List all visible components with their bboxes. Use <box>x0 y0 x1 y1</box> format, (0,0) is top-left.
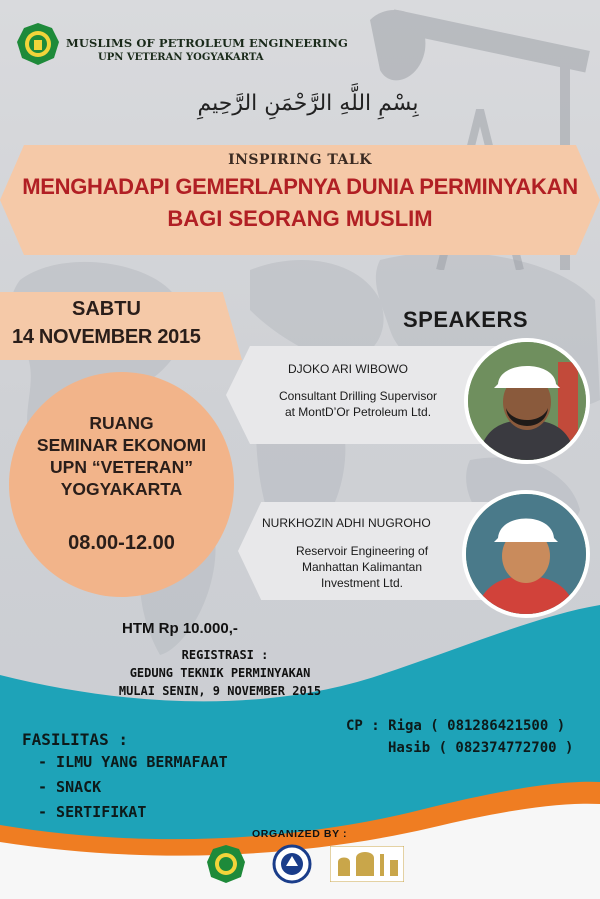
speaker-1-name: DJOKO ARI WIBOWO <box>288 362 409 376</box>
svg-text:بِسْمِ اللَّهِ الرَّحْمَنِ الر: بِسْمِ اللَّهِ الرَّحْمَنِ الرَّحِيمِ <box>197 91 419 116</box>
organizer-logo-petroleum-association <box>272 844 312 884</box>
event-kicker: INSPIRING TALK <box>228 152 372 168</box>
organizer-logo-mosque-family <box>330 846 404 882</box>
speaker-2-role <box>262 543 462 591</box>
speaker-2-role-line: Investment Ltd. <box>320 576 404 590</box>
registration-label: REGISTRASI : <box>181 648 269 662</box>
event-time: 08.00-12.00 <box>68 532 175 554</box>
organized-by-label: ORGANIZED BY : <box>252 828 348 840</box>
event-title-line1: MENGHADAPI GEMERLAPNYA DUNIA PERMINYAKAN <box>22 174 578 199</box>
speaker-2-role-line: Reservoir Engineering of <box>295 544 429 558</box>
facility-item: - SERTIFIKAT <box>38 803 147 821</box>
organizer-logo-muslims-petroleum <box>206 844 246 884</box>
speaker-1-role <box>248 388 468 420</box>
facility-item: - ILMU YANG BERMAFAAT <box>38 753 228 771</box>
ticket-price: HTM Rp 10.000,- <box>122 620 238 637</box>
speaker-1-role-line: Consultant Drilling Supervisor <box>278 389 438 403</box>
speaker-2-role-line: Manhattan Kalimantan <box>301 560 423 574</box>
event-date: 14 NOVEMBER 2015 <box>12 326 201 348</box>
speaker-1-photo <box>464 338 590 464</box>
speakers-heading: SPEAKERS <box>403 307 529 332</box>
speaker-1-role-line: at MontD’Or Petroleum Ltd. <box>284 405 432 419</box>
facility-item: - SNACK <box>38 778 102 796</box>
organization-university: UPN VETERAN YOGYAKARTA <box>98 52 264 63</box>
venue-line: RUANG <box>89 413 154 433</box>
registration-place: GEDUNG TEKNIK PERMINYAKAN <box>129 666 311 680</box>
organization-logo <box>16 22 60 66</box>
registration-start: MULAI SENIN, 9 NOVEMBER 2015 <box>118 684 322 698</box>
contact-person-1: CP : Riga ( 081286421500 ) <box>346 718 566 734</box>
event-day: SABTU <box>72 298 141 320</box>
venue-name <box>9 412 234 500</box>
speaker-2-name: NURKHOZIN ADHI NUGROHO <box>262 516 431 530</box>
facilities-heading: FASILITAS : <box>22 730 128 749</box>
venue-line: UPN “VETERAN” <box>50 457 193 477</box>
organization-name: MUSLIMS OF PETROLEUM ENGINEERING <box>66 36 348 50</box>
basmala-calligraphy <box>168 82 448 122</box>
event-title-line2: BAGI SEORANG MUSLIM <box>167 206 433 231</box>
contact-person-2: Hasib ( 082374772700 ) <box>388 740 574 756</box>
venue-line: YOGYAKARTA <box>60 479 183 499</box>
speaker-1-portrait <box>468 342 586 460</box>
venue-line: SEMINAR EKONOMI <box>36 435 207 455</box>
